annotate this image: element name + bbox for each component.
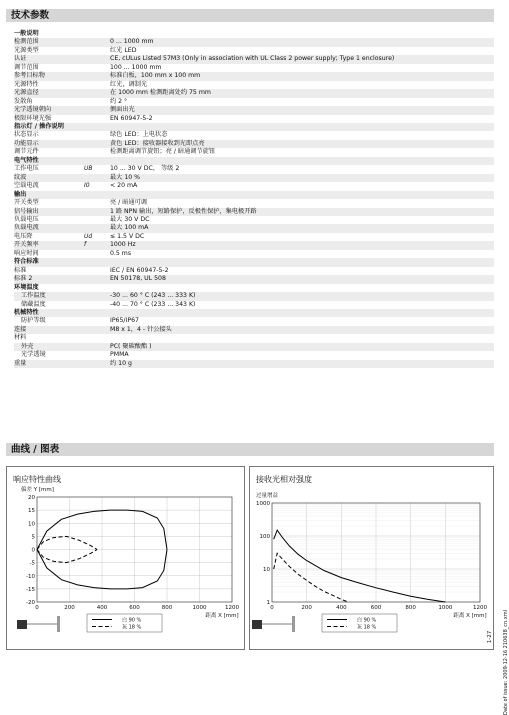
spec-value: ≤ 1.5 V DC (110, 232, 145, 240)
section-header-tech-data: 技术参数 (6, 9, 494, 22)
y-tick-label: -20 (26, 600, 35, 606)
x-tick-label: 600 (370, 605, 382, 611)
spec-row (14, 267, 494, 275)
spec-row (14, 98, 494, 106)
spec-label: 认证 (14, 55, 27, 63)
y-tick-label: 1 (266, 600, 270, 606)
spec-row (14, 317, 494, 325)
y-tick-label: 15 (28, 508, 35, 515)
chart-panel-intensity (249, 466, 494, 650)
spec-label: 电气特性 (14, 156, 39, 164)
spec-value: 最大 100 mA (110, 224, 149, 232)
spec-label: 调节元件 (14, 148, 39, 156)
spec-value: 标准白板，100 mm x 100 mm (110, 72, 201, 80)
x-tick-label: 1000 (192, 605, 207, 611)
sensor-icon (252, 620, 262, 629)
spec-label: 重量 (14, 359, 27, 367)
spec-symbol: f (84, 241, 87, 249)
spec-label: 开关类型 (14, 199, 39, 207)
spec-row (14, 182, 494, 190)
spec-value: 约 2 ° (110, 97, 128, 105)
section-heading-row (14, 157, 494, 165)
spec-label: 空载电流 (14, 182, 39, 190)
spec-label: 机械特性 (14, 308, 39, 316)
spec-label: 防护等级 (21, 317, 46, 325)
spec-row (14, 301, 494, 309)
spec-row (14, 351, 494, 359)
spec-value: PC( 聚碳酸酯 ) (110, 342, 152, 350)
sensor-icon (17, 620, 27, 629)
spec-value: 1000 Hz (110, 241, 136, 249)
spec-value: 红光，调制光 (110, 80, 148, 88)
spec-row (14, 140, 494, 148)
spec-value: CE, cULus Listed 57M3 (Only in association with UL Class 2 power supply; Type 1 enclosure) (110, 55, 395, 63)
x-axis-label: 距离 X [mm] (453, 613, 487, 619)
spec-label: 工作温度 (21, 292, 46, 300)
x-tick-label: 200 (64, 605, 75, 611)
legend-label: 灰 18 % (122, 624, 142, 631)
spec-row (14, 326, 494, 334)
spec-row (14, 81, 494, 89)
spec-row (14, 72, 494, 80)
spec-label: 指示灯 / 操作说明 (14, 122, 64, 130)
spec-value: 0.5 ms (110, 249, 132, 257)
spec-label: 外壳 (21, 342, 34, 350)
spec-label: 光学透镜朝向 (14, 106, 52, 114)
x-tick-label: 0 (35, 605, 39, 611)
spec-value: 红光 LED (110, 46, 137, 54)
spec-value: IEC / EN 60947-5-2 (110, 266, 169, 274)
spec-row (14, 131, 494, 139)
section-heading-row (14, 309, 494, 317)
spec-label: 状态显示 (14, 131, 39, 139)
spec-label: 开关频率 (14, 241, 39, 249)
spec-row (14, 343, 494, 351)
footer-code: Date of issue: 2009-12-16 210638_cn.xml (503, 610, 509, 715)
spec-label: 电压降 (14, 232, 33, 240)
chart-title: 接收光相对强度 (256, 475, 312, 484)
spec-label: 材料 (14, 334, 27, 342)
page-number: 1-27 (487, 630, 494, 644)
spec-value: 绿色 LED：上电状态 (110, 131, 168, 139)
spec-label: 光源类型 (14, 46, 39, 54)
spec-row (14, 165, 494, 173)
y-tick-label: -5 (29, 560, 35, 567)
y-tick-label: -15 (26, 586, 35, 593)
y-axis-label: 偏差 Y [mm] (21, 487, 54, 493)
spec-value: 黄色 LED：接收器接收到光即点亮 (110, 139, 205, 147)
x-tick-label: 0 (270, 605, 274, 611)
spec-table (14, 30, 494, 368)
intensity-curve-chart (250, 467, 493, 649)
spec-label: 功能显示 (14, 139, 39, 147)
y-axis-label: 过量增益 (256, 493, 279, 499)
spec-row (14, 208, 494, 216)
spec-label: 标准 2 (14, 275, 33, 283)
spec-label: 信号输出 (14, 207, 39, 215)
spec-label: 发散角 (14, 97, 33, 105)
spec-symbol: Ud (84, 232, 93, 240)
x-tick-label: 1000 (438, 605, 453, 611)
spec-value: EN 50178, UL 508 (110, 275, 166, 283)
spec-label: 符合标准 (14, 258, 39, 266)
x-tick-label: 400 (96, 605, 108, 611)
spec-label: 储藏温度 (21, 300, 46, 308)
y-tick-label: 10 (263, 567, 270, 573)
y-tick-label: 10 (28, 521, 35, 528)
spec-value: IP65/IP67 (110, 317, 139, 325)
x-tick-label: 400 (336, 605, 347, 611)
spec-row (14, 233, 494, 241)
spec-row (14, 89, 494, 97)
spec-value: 最大 30 V DC (110, 215, 150, 223)
spec-row (14, 38, 494, 46)
target-icon (57, 616, 60, 632)
y-tick-label: 5 (31, 534, 35, 541)
spec-label: 标准 (14, 266, 27, 274)
x-tick-label: 1200 (473, 605, 487, 611)
series-line (274, 553, 349, 602)
series-line (37, 550, 97, 563)
y-tick-label: 0 (31, 547, 35, 554)
target-icon (292, 616, 295, 632)
spec-label: 极限环境光强 (14, 114, 52, 122)
spec-row (14, 334, 494, 342)
spec-label: 连接 (14, 325, 27, 333)
section-heading-row (14, 284, 494, 292)
y-tick-label: 100 (259, 534, 270, 540)
spec-row (14, 64, 494, 72)
spec-label: 负载电压 (14, 215, 39, 223)
series-line (37, 536, 97, 549)
spec-value: EN 60947-5-2 (110, 114, 153, 122)
section-heading-row (14, 123, 494, 131)
spec-row (14, 55, 494, 63)
spec-label: 纹波 (14, 173, 27, 181)
spec-row (14, 250, 494, 258)
legend-label: 白 90 % (122, 617, 142, 624)
spec-row (14, 174, 494, 182)
spec-label: 输出 (14, 190, 27, 198)
spec-row (14, 47, 494, 55)
x-tick-label: 600 (129, 605, 140, 611)
spec-value: 10 ... 30 V DC， 等级 2 (110, 165, 180, 173)
spec-label: 工作电压 (14, 165, 39, 173)
x-axis-label: 距离 X [mm] (205, 613, 239, 619)
spec-value: 在 1000 mm 检测距离处约 75 mm (110, 89, 211, 97)
section-heading-row (14, 30, 494, 38)
spec-value: < 20 mA (110, 182, 138, 190)
y-tick-label: 20 (28, 495, 35, 501)
section-heading-row (14, 191, 494, 199)
spec-symbol: UB (84, 165, 93, 173)
spec-row (14, 199, 494, 207)
x-tick-label: 1200 (225, 605, 239, 611)
spec-label: 光学透镜 (21, 351, 46, 359)
spec-label: 环境温度 (14, 283, 39, 291)
spec-value: 检测距离调节旋钮；亮 / 暗通调节旋钮 (110, 148, 216, 156)
spec-value: -40 ... 70 ° C (233 ... 343 K) (110, 300, 196, 308)
x-tick-label: 200 (301, 605, 312, 611)
legend-label: 灰 18 % (357, 624, 377, 631)
spec-value: 最大 10 % (110, 173, 141, 181)
spec-row (14, 360, 494, 368)
spec-row (14, 115, 494, 123)
spec-label: 参考目标物 (14, 72, 45, 80)
spec-label: 响应时间 (14, 249, 39, 257)
spec-row (14, 241, 494, 249)
spec-row (14, 106, 494, 114)
spec-value: 1 路 NPN 输出，短路保护，反极性保护，集电极开路 (110, 207, 257, 215)
spec-row (14, 224, 494, 232)
chart-panel-response (6, 466, 245, 650)
spec-value: 侧面出光 (110, 106, 135, 114)
y-tick-label: -10 (26, 573, 35, 580)
spec-label: 一般说明 (14, 30, 39, 37)
spec-symbol: I0 (84, 182, 90, 190)
y-tick-label: 1000 (256, 501, 270, 507)
spec-value: -30 ... 60 ° C (243 ... 333 K) (110, 292, 196, 300)
chart-title: 响应特性曲线 (13, 475, 61, 484)
spec-row (14, 275, 494, 283)
section-heading-row (14, 258, 494, 266)
spec-row (14, 216, 494, 224)
spec-value: 亮 / 暗通可调 (110, 199, 147, 207)
legend-label: 白 90 % (357, 617, 377, 624)
spec-label: 调节范围 (14, 63, 39, 71)
section-header-curves: 曲线 / 图表 (6, 443, 494, 456)
spec-label: 检测范围 (14, 38, 39, 46)
spec-row (14, 292, 494, 300)
spec-row (14, 148, 494, 156)
spec-label: 光源特性 (14, 80, 39, 88)
spec-value: 100 ... 1000 mm (110, 63, 162, 71)
spec-value: 0 ... 1000 mm (110, 38, 154, 46)
response-curve-chart (7, 467, 244, 649)
x-tick-label: 800 (405, 605, 416, 611)
spec-value: M8 x 1，4 - 针公接头 (110, 325, 172, 333)
spec-value: PMMA (110, 351, 129, 359)
spec-label: 负载电流 (14, 224, 39, 232)
spec-label: 光源直径 (14, 89, 39, 97)
spec-value: 约 10 g (110, 359, 132, 367)
x-tick-label: 800 (161, 605, 173, 611)
